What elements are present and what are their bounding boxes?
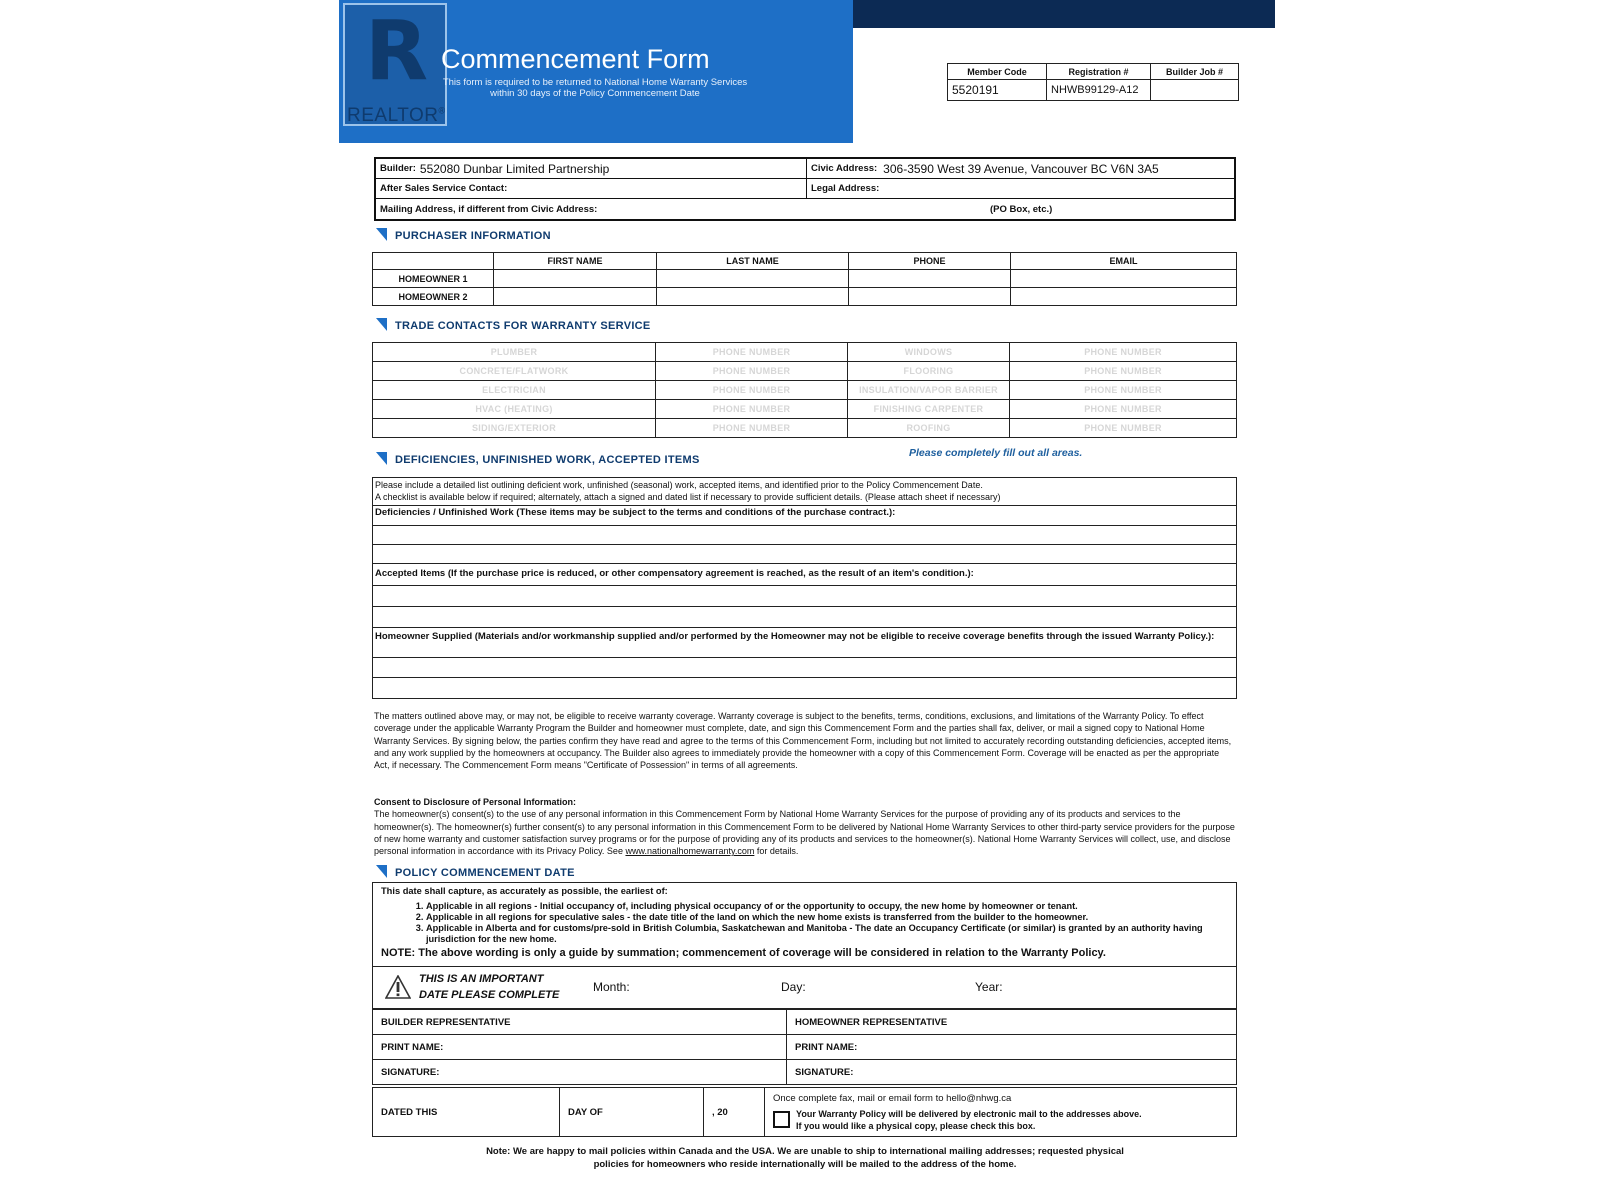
builder-signature-field[interactable]: SIGNATURE: — [373, 1060, 787, 1085]
trade-input[interactable]: SIDING/EXTERIOR — [373, 419, 656, 438]
trade-input[interactable]: INSULATION/VAPOR BARRIER — [848, 381, 1010, 400]
logo-text: REALTOR® — [347, 105, 446, 126]
submit-note: Once complete fax, mail or email form to hello@nhwg.ca — [773, 1092, 1012, 1104]
section-marker-icon — [376, 865, 387, 878]
homeowner-supplied-line[interactable] — [373, 678, 1236, 698]
trade-phone-input[interactable]: PHONE NUMBER — [1010, 343, 1237, 362]
trade-phone-input[interactable]: PHONE NUMBER — [656, 400, 848, 419]
table-row — [373, 400, 1237, 419]
registration-label: Registration # — [1047, 64, 1151, 80]
phone-input[interactable] — [849, 288, 1011, 306]
builder-info-box — [374, 157, 1236, 221]
list-item: 1. Applicable in all regions - Initial occupancy of, including physical occupancy of or the opportunity to occupy, the new home by homeowner or tenant. — [426, 901, 1228, 912]
homeowner-supplied-label: Homeowner Supplied (Materials and/or workmanship supplied and/or performed by the Homeowner may not be eligible to receive coverage benefits through the issued Warranty Policy.): — [373, 628, 1236, 658]
fill-all-note: Please completely fill out all areas. — [909, 447, 1083, 459]
table-row — [373, 381, 1237, 400]
after-sales-contact-field[interactable]: After Sales Service Contact: — [376, 179, 807, 198]
trade-input[interactable]: PLUMBER — [373, 343, 656, 362]
deficiencies-intro: Please include a detailed list outlining deficient work, unfinished (seasonal) work, accepted items, and identified prior to the Policy Commencement Date. A checklist is available below if required; alternately, attach a signed and dated list if necessary to provide sufficient details. (Please attach sheet if necessary) — [373, 478, 1236, 506]
email-input[interactable] — [1011, 288, 1237, 306]
section-marker-icon — [376, 318, 387, 331]
footer-note: Note: We are happy to mail policies within Canada and the USA. We are unable to ship to international mailing addresses; requested physical policies for homeowners who reside internationally will be mailed to the address of the home. — [486, 1146, 1124, 1170]
homeowner-supplied-line[interactable] — [373, 658, 1236, 678]
trades-heading: TRADE CONTACTS FOR WARRANTY SERVICE — [376, 318, 651, 332]
year-field[interactable]: Year: — [975, 980, 1003, 994]
day-field[interactable]: Day: — [781, 980, 806, 994]
mailing-address-field[interactable]: Mailing Address, if different from Civic Address: — [380, 203, 598, 215]
deficiencies-label: Deficiencies / Unfinished Work (These items may be subject to the terms and conditions of the purchase contract.): — [373, 506, 1236, 526]
list-item: 2. Applicable in all regions for speculative sales - the date title of the land on which the new home exists is transferred from the builder to the homeowner. — [426, 912, 1228, 923]
dated-table — [372, 1087, 1237, 1137]
year-suffix-field[interactable]: , 20 — [704, 1088, 765, 1137]
trade-phone-input[interactable]: PHONE NUMBER — [1010, 419, 1237, 438]
row-label: HOMEOWNER 2 — [373, 288, 494, 306]
po-box-label: (PO Box, etc.) — [990, 203, 1053, 215]
page-subtitle: This form is required to be returned to National Home Warranty Services within 30 days of the Policy Commencement Date — [442, 77, 748, 99]
list-item: 3. Applicable in Alberta and for customs/pre-sold in British Columbia, Saskatchewan and Manitoba - The date an Occupancy Certificate (or similar) is granted by an authority having jurisdiction for the new home. — [426, 923, 1228, 945]
physical-copy-checkbox[interactable] — [773, 1111, 790, 1128]
trade-input[interactable]: FLOORING — [848, 362, 1010, 381]
table-row — [373, 419, 1237, 438]
contact-row — [376, 179, 1234, 199]
trade-input[interactable]: ROOFING — [848, 419, 1010, 438]
builder-job-field[interactable] — [1151, 80, 1239, 101]
legal-address-field[interactable]: Legal Address: — [811, 183, 880, 194]
homeowner-print-name-field[interactable]: PRINT NAME: — [787, 1035, 1237, 1060]
col-phone: PHONE — [849, 253, 1011, 270]
signature-table — [372, 1009, 1237, 1085]
table-row — [373, 362, 1237, 381]
trade-phone-input[interactable]: PHONE NUMBER — [1010, 400, 1237, 419]
section-marker-icon — [376, 228, 387, 241]
policy-box — [372, 882, 1237, 1009]
accepted-items-label: Accepted Items (If the purchase price is reduced, or other compensatory agreement is reached, as the result of an item's condition.): — [373, 564, 1236, 586]
day-of-field[interactable]: DAY OF — [560, 1088, 704, 1137]
homeowner-signature-field[interactable]: SIGNATURE: — [787, 1060, 1237, 1085]
policy-heading: POLICY COMMENCEMENT DATE — [376, 865, 575, 879]
trade-input[interactable]: CONCRETE/FLATWORK — [373, 362, 656, 381]
homeowner-rep-label: HOMEOWNER REPRESENTATIVE — [787, 1010, 1237, 1035]
last-name-input[interactable] — [657, 288, 849, 306]
consent-text: The homeowner(s) consent(s) to the use of any personal information in this Commencement Form by National Home Warranty Services for the purpose of providing any of its products and services to the homeowner(s). The homeowner(s) further consent(s) to any personal information in this Commencement Form to be delivered by National Home Warranty Services to other third-party service providers for the purpose of new home warranty and customer satisfaction survey programs or for the purpose of providing any of its products and services to the homeowner(s). National Home Warranty Services will collect, use, and disclose personal information in accordance with its Privacy Policy. See — [374, 809, 1235, 857]
warranty-website-link[interactable]: www.nationalhomewarranty.com — [625, 846, 755, 857]
realtor-logo — [343, 3, 447, 126]
mailing-row[interactable] — [376, 199, 1234, 219]
email-input[interactable] — [1011, 270, 1237, 288]
deficiencies-heading: DEFICIENCIES, UNFINISHED WORK, ACCEPTED ITEMS — [376, 452, 700, 466]
trade-input[interactable]: HVAC (HEATING) — [373, 400, 656, 419]
builder-print-name-field[interactable]: PRINT NAME: — [373, 1035, 787, 1060]
trade-input[interactable]: FINISHING CARPENTER — [848, 400, 1010, 419]
warning-icon — [385, 975, 411, 999]
delivery-info — [765, 1088, 1237, 1137]
trades-table — [372, 342, 1237, 438]
consent-heading: Consent to Disclosure of Personal Information: — [374, 797, 577, 807]
table-row — [373, 270, 1237, 288]
col-email: EMAIL — [1011, 253, 1237, 270]
header-navy-bar — [853, 0, 1275, 28]
logo-mark: R — [365, 4, 429, 99]
accepted-items-line[interactable] — [373, 607, 1236, 628]
builder-job-label: Builder Job # — [1151, 64, 1239, 80]
trade-input[interactable]: ELECTRICIAN — [373, 381, 656, 400]
warranty-terms-paragraph: The matters outlined above may, or may not, be eligible to receive warranty coverage. Warranty coverage is subject to the benefits, terms, conditions, exclusions, and limitations of the Warranty Policy. To effect coverage under the applicable Warranty Program the Builder and homeowner must complete, date, and sign this Commencement Form and the parties shall fax, deliver, or mail a signed copy to National Home Warranty Services. By signing below, the parties confirm they have read and agree to the terms of this Commencement Form, including but not limited to accurately recording outstanding deficiencies, accepted items, and any work supplied by the homeowners at occupancy. The Builder also agrees to immediately provide the homeowner with a copy of this Commencement Form. Coverage will be enacted as per the appropriate Act, if necessary. The Commencement Form means "Certificate of Possession" in terms of all agreements. — [374, 711, 1232, 771]
phone-input[interactable] — [849, 270, 1011, 288]
policy-note: NOTE: The above wording is only a guide by summation; commencement of coverage will be considered in relation to the Warranty Policy. — [381, 947, 1106, 959]
deficiencies-box — [372, 477, 1237, 699]
dated-this-field[interactable]: DATED THIS — [373, 1088, 560, 1137]
accepted-items-line[interactable] — [373, 586, 1236, 607]
builder-rep-label: BUILDER REPRESENTATIVE — [373, 1010, 787, 1035]
trade-phone-input[interactable]: PHONE NUMBER — [1010, 381, 1237, 400]
commencement-date-row — [373, 967, 1236, 1008]
trade-phone-input[interactable]: PHONE NUMBER — [656, 362, 848, 381]
member-code-field[interactable]: 5520191 — [948, 80, 1047, 101]
member-code-label: Member Code — [948, 64, 1047, 80]
policy-list — [381, 901, 1228, 945]
deficiencies-line[interactable] — [373, 526, 1236, 545]
trade-phone-input[interactable]: PHONE NUMBER — [656, 419, 848, 438]
trade-phone-input[interactable]: PHONE NUMBER — [656, 343, 848, 362]
important-date-notice: THIS IS AN IMPORTANT DATE PLEASE COMPLETE — [419, 973, 560, 1001]
purchaser-table — [372, 252, 1237, 306]
col-first-name: FIRST NAME — [494, 253, 657, 270]
deficiencies-line[interactable] — [373, 545, 1236, 564]
table-row — [373, 288, 1237, 306]
trade-input[interactable]: WINDOWS — [848, 343, 1010, 362]
page-title: Commencement Form — [441, 44, 710, 74]
codes-table — [947, 63, 1239, 101]
builder-field[interactable]: Builder: 552080 Dunbar Limited Partnership — [376, 159, 807, 178]
policy-intro: This date shall capture, as accurately as possible, the earliest of: — [381, 886, 668, 896]
last-name-input[interactable] — [657, 270, 849, 288]
table-row — [373, 343, 1237, 362]
trade-phone-input[interactable]: PHONE NUMBER — [1010, 362, 1237, 381]
month-field[interactable]: Month: — [593, 980, 630, 994]
row-label: HOMEOWNER 1 — [373, 270, 494, 288]
builder-row — [376, 159, 1234, 179]
registration-field[interactable]: NHWB99129-A12 — [1047, 80, 1151, 101]
first-name-input[interactable] — [494, 270, 657, 288]
first-name-input[interactable] — [494, 288, 657, 306]
trade-phone-input[interactable]: PHONE NUMBER — [656, 381, 848, 400]
civic-address-field[interactable]: Civic Address: 306-3590 West 39 Avenue, Vancouver BC V6N 3A5 — [811, 161, 1159, 176]
delivery-text: Your Warranty Policy will be delivered by electronic mail to the addresses above. If you would like a physical copy, please check this box. — [796, 1108, 1142, 1131]
policy-rules — [373, 883, 1236, 967]
col-last-name: LAST NAME — [657, 253, 849, 270]
consent-section: Consent to Disclosure of Personal Information: The homeowner(s) consent(s) to the use of any personal information in this Commencement Form by National Home Warranty Services for the purpose of providing any of its products and services to the homeowner(s). The homeowner(s) further consent(s) to any personal information in this Commencement Form to be delivered by National Home Warranty Services to other third-party service providers for the purpose of new home warranty and customer satisfaction survey programs or for the purpose of providing any of its products and services to the homeowner(s). National Home Warranty Services will collect, use, and disclose personal information in accordance with its Privacy Policy. See www.nationalhomewarranty.com for details. — [374, 797, 1235, 857]
section-marker-icon — [376, 452, 387, 465]
purchaser-heading: PURCHASER INFORMATION — [376, 228, 551, 242]
